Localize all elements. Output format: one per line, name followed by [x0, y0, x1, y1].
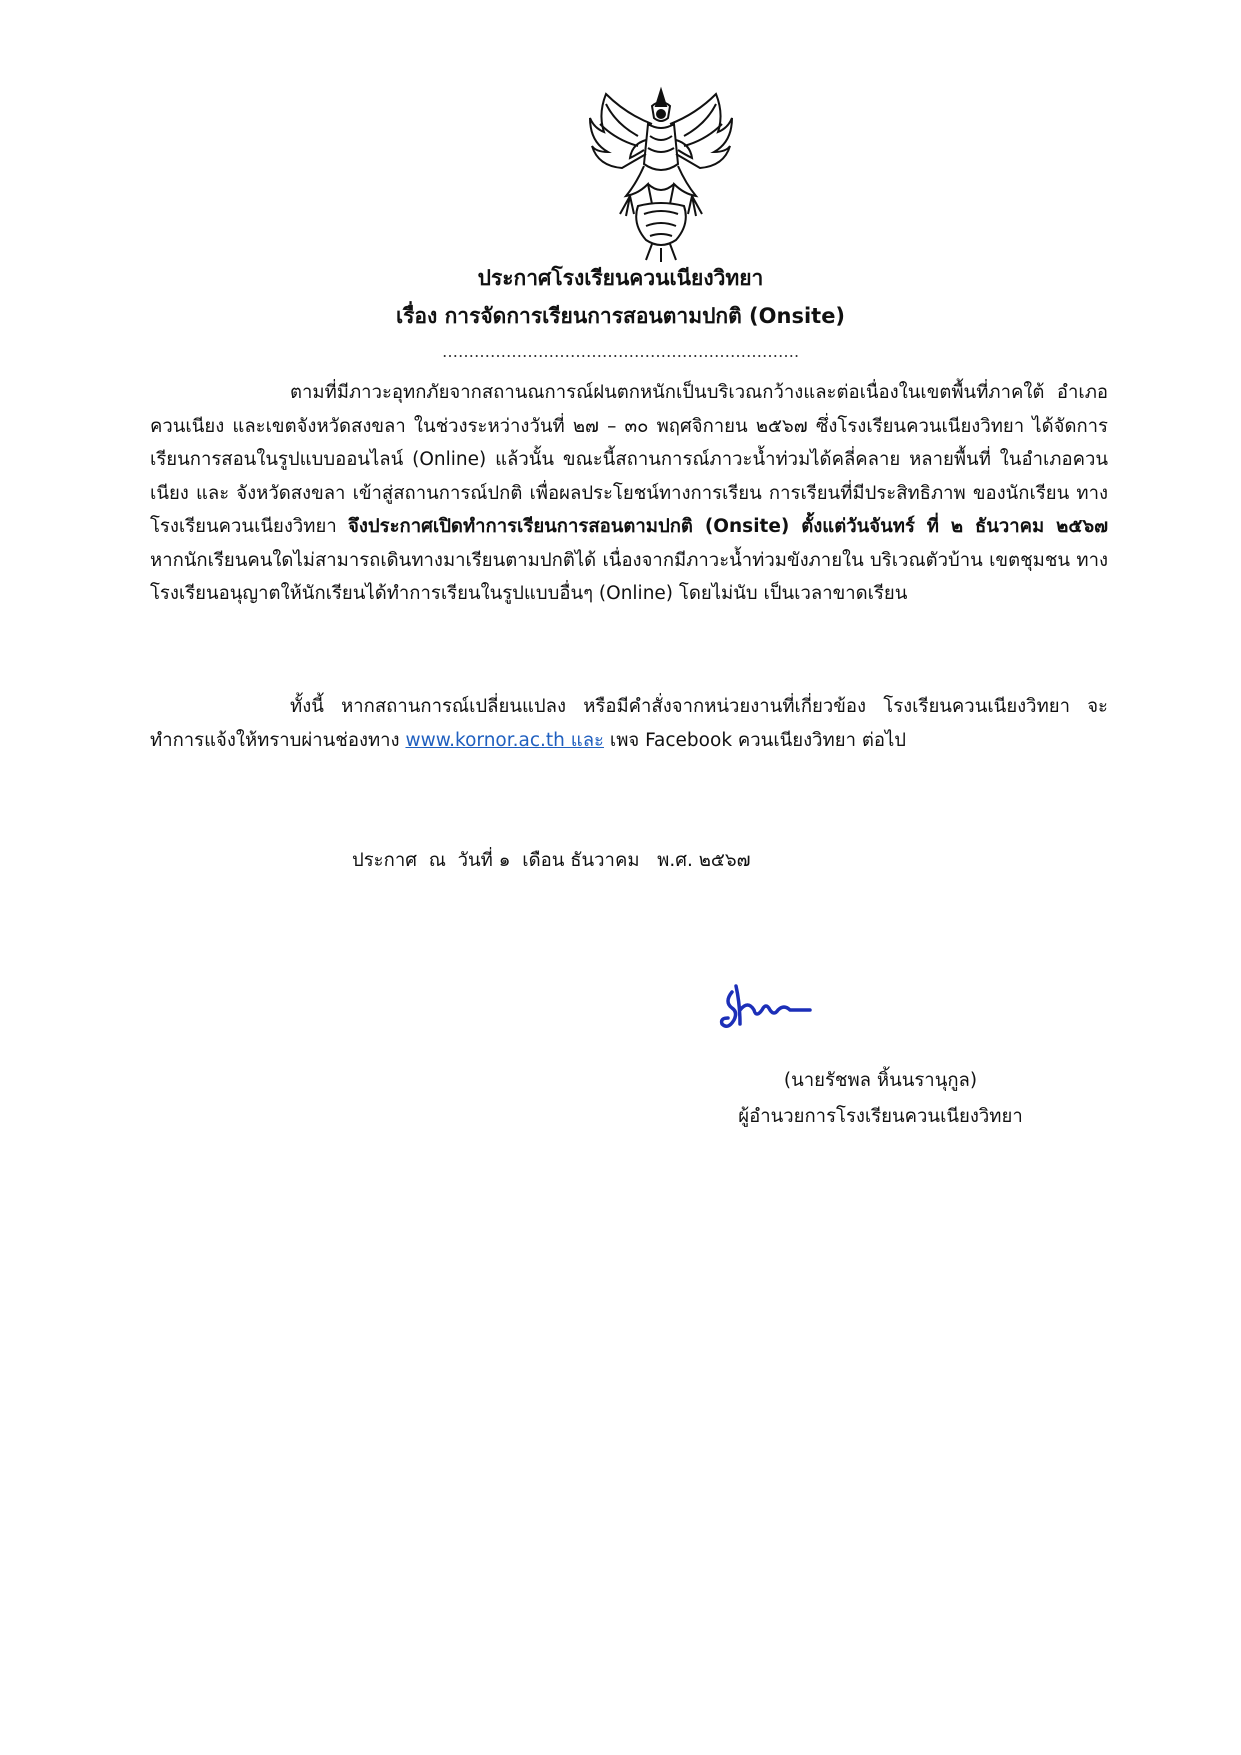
announcement-subject: เรื่อง การจัดการเรียนการสอนตามปกติ (Onsite) [395, 304, 846, 328]
announcement-title: ประกาศโรงเรียนควนเนียงวิทยา [477, 266, 764, 290]
announcement-date: ประกาศ ณ วันที่ ๑ เดือน ธันวาคม พ.ศ. ๒๕๖๗ [352, 850, 751, 871]
paragraph1-text-b: หากนักเรียนคนใดไม่สามารถเดินทางมาเรียนตามปกติได้ เนื่องจากมีภาวะน้ำท่วมขังภายใน บริเวณตัวบ้าน เขตชุมชน ทางโรงเรียนอนุญาตให้นักเรียนได้ทำการเรียนในรูปแบบอื่นๆ (Online) โดยไม่นับ เป็นเวลาขาดเรียน [150, 549, 1108, 604]
title-separator: …………………………………………………………. [441, 342, 800, 361]
signer-name: (นายรัชพล หิ้นนรานุกูล) [783, 1070, 978, 1091]
paragraph1-bold-text: จึงประกาศเปิดทำการเรียนการสอนตามปกติ (Onsite) ตั้งแต่วันจันทร์ ที่ ๒ ธันวาคม ๒๕๖๗ [348, 516, 1108, 537]
signer-title: ผู้อำนวยการโรงเรียนควนเนียงวิทยา [738, 1106, 1023, 1127]
body-paragraph-2 [150, 690, 1108, 757]
paragraph2-text-b: เพจ Facebook ควนเนียงวิทยา ต่อไป [603, 729, 907, 751]
handwritten-signature-icon [718, 980, 814, 1032]
paragraph2-text-a: ทั้งนี้ หากสถานการณ์เปลี่ยนแปลง หรือมีคำสั่งจากหน่วยงานที่เกี่ยวข้อง โรงเรียนควนเนียงวิทยา จะทำการแจ้งให้ทราบผ่านช่องทาง [150, 696, 1108, 751]
paragraph1-text-a: ตามที่มีภาวะอุทกภัยจากสถานณการณ์ฝนตกหนักเป็นบริเวณกว้างและต่อเนื่องในเขตพื้นที่ภาคใต้ อำเภอควนเนียง และเขตจังหวัดสงขลา ในช่วงระหว่างวันที่ ๒๗ – ๓๐ พฤศจิกายน ๒๕๖๗ ซึ่งโรงเรียนควนเนียงวิทยา ได้จัดการเรียนการสอนในรูปแบบออนไลน์ (Online) แล้วนั้น ขณะนี้สถานการณ์ภาวะน้ำท่วมได้คลี่คลาย หลายพื้นที่ ในอำเภอควนเนียง และ จังหวัดสงขลา เข้าสู่สถานการณ์ปกติ เพื่อผลประโยชน์ทางการเรียน การเรียนที่มีประสิทธิภาพ ของนักเรียน ทางโรงเรียนควนเนียงวิทยา [150, 382, 1108, 537]
garuda-emblem-icon [586, 84, 736, 264]
school-website-link[interactable]: www.kornor.ac.th และ [405, 729, 604, 751]
body-paragraph-1 [150, 376, 1108, 611]
